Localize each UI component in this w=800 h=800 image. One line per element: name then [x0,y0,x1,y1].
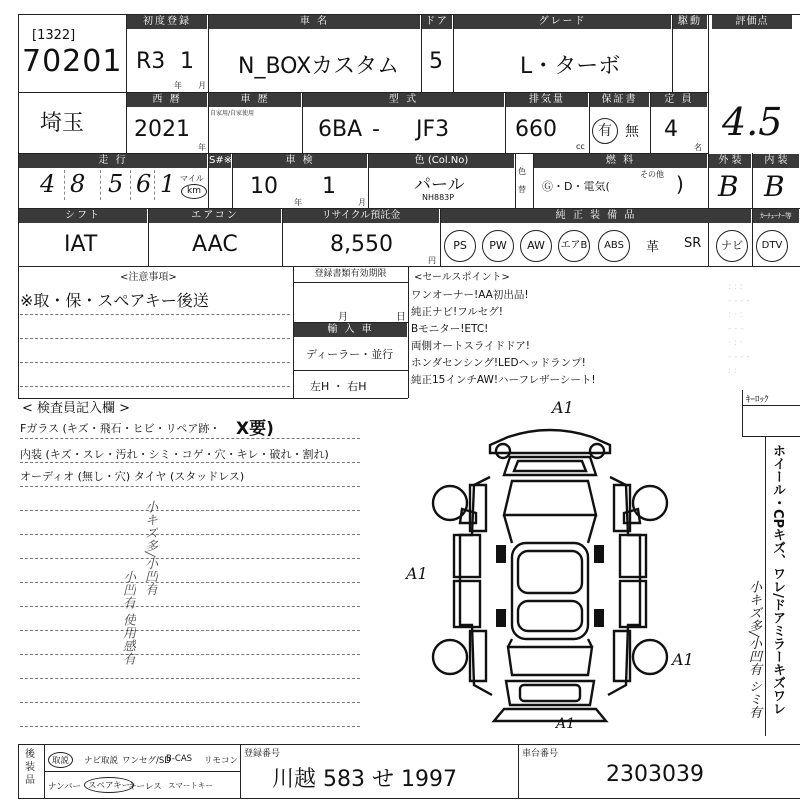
header-notes: <注意事項> [120,272,177,283]
sales-point-line: 純正15インチAW!ハーフレザーシート! [411,374,596,386]
after-equipment-navi-manual: ナビ取説 [84,756,119,766]
grid-line [742,436,800,437]
mileage-digit: 6 [136,170,152,198]
inspector-fglass-replace: X要) [236,419,274,439]
inspection-year-unit: 年 [294,198,302,207]
header-grade: グレード [454,15,671,29]
reg-number-label: 登録番号 [244,749,281,759]
equipment-navi: ナビ [716,230,748,262]
after-equipment-spare-key-circled: スペアキー [84,777,134,793]
inspector-line [20,558,360,559]
exterior-grade: B [718,170,739,203]
damage-mark-rear: A1 [556,716,576,732]
damage-mark-left: A1 [406,564,428,583]
keylock-label: ｷｰﾛｯｸ [746,395,769,405]
fuel-options: Ⓖ・D・電気( [542,180,610,193]
inspector-line [20,534,360,535]
damage-mark-front: A1 [552,398,574,417]
interior-grade: B [764,170,785,203]
inspector-interior: 内装 (キズ・スレ・汚れ・シミ・コゲ・穴・キレ・破れ・割れ) [20,448,329,461]
inspector-line [20,606,360,607]
header-recycle: リサイクル預託金 [283,209,439,223]
vehicle-damage-diagram [400,405,700,745]
header-aircon: エアコン [149,209,281,223]
damage-mark-right: A1 [672,650,694,669]
equipment-airbag: エアB [558,230,590,262]
score-handwritten: 4.5 [722,100,783,144]
steering-side: 左H ・ 右H [310,380,367,393]
aircon-value: AAC [192,232,238,257]
grid-line [18,798,800,799]
notes-line [20,338,290,339]
after-equipment-plate: ナンバー [48,782,81,792]
first-reg-era: R3 [136,49,166,74]
mileage-digit: 8 [70,170,86,198]
after-equipment-label: 後 装 品 [25,749,35,786]
inspector-line [20,654,360,655]
header-mileage: 走 行 [19,154,207,168]
first-reg-year-unit: 年 [174,81,182,90]
header-interior: 内 装 [753,154,799,168]
inspector-audio-tire: オーディオ (無し・穴) タイヤ (スタッドレス) [20,470,245,483]
header-model: 型 式 [303,93,504,107]
bleed-through-text: : : : - - - - : · : - - - · : · - - - - : : [728,282,750,376]
grid-line [18,266,800,267]
header-inspection: 車 検 [233,154,367,168]
equipment-leather: 革 [646,240,660,255]
inspection-month-unit: 月 [358,198,366,207]
mileage-separator [64,170,65,200]
chassis-number-value: 2303039 [606,762,704,787]
inspector-fglass: Fガラス (キズ・飛石・ヒビ・リペア跡・ [20,422,221,435]
grid-line [742,390,743,436]
grid-line [18,14,19,398]
equipment-abs: ABS [598,230,630,262]
inspection-year: 10 [250,174,278,199]
mileage-digit: 5 [108,170,124,198]
header-tuner: ｶｰﾁｭｰﾅｰ等 [753,209,799,223]
displacement-value: 660 [515,117,557,142]
inspector-title: < 検査員記入欄 > [22,401,131,416]
handwritten-note-right: ホイール・CPキズ、ワレ/ドアミラーキズワレ [770,444,785,715]
lot-code: [1322] [32,28,76,43]
grid-line [18,744,800,745]
header-sales-points: <セールスポイント> [414,272,510,283]
reg-day-label: 日 [396,312,406,323]
equipment-aw: AW [520,230,552,262]
header-vehicle-history: 車 歴 [209,93,301,107]
lot-number: 70201 [22,44,123,79]
sales-point-line: 純正ナビ!フルセグ! [411,306,503,318]
inspector-line [20,678,360,679]
model-year: 2021 [134,117,190,142]
recycle-value: 8,550 [330,232,393,257]
header-car-name: 車 名 [209,15,420,29]
sales-point-line: ホンダセンシング!LEDヘッドランプ! [411,357,586,369]
inspector-line [20,462,360,463]
equipment-ps: PS [444,230,476,262]
header-smeter: S#※ [209,155,233,166]
header-exterior: 外 装 [709,154,751,168]
handwritten-note-vertical: 小凹有 使用感有 [120,570,135,666]
color-change-label: 色替 [518,167,526,194]
import-dealer-parallel: ディーラー・並行 [306,348,394,361]
warranty-no: 無 [625,124,639,140]
grid-line [708,14,709,266]
grid-line [293,370,408,371]
after-equipment-keyless: キーレス [128,782,162,792]
displacement-unit: cc [576,142,585,151]
header-shift: シフト [19,209,147,223]
model-year-unit: 年 [198,143,206,152]
after-equipment-bcas: B-CAS [166,754,193,764]
first-reg-month-unit: 月 [198,81,206,90]
car-name: N_BOXカスタム [238,54,400,79]
model-code: JF3 [416,117,450,142]
mileage-unit-km-circled: km [181,184,207,199]
capacity-value: 4 [664,117,678,142]
reg-month-label: 月 [338,312,348,323]
grade-value: L・ターボ [520,54,621,79]
header-color: 色 (Col.No) [369,154,514,168]
model-prefix: 6BA [318,117,363,142]
grid-line [408,266,409,398]
fuel-close-paren: ) [676,172,684,196]
shift-value: IAT [64,232,98,257]
sales-point-line: Bモニター!ETC! [411,323,489,335]
mileage-digit: 1 [160,170,176,198]
header-equipment: 純 正 装 備 品 [441,209,751,223]
notes-text: ※取・保・スペアキー後送 [20,291,209,310]
prefecture: 埼玉 [40,111,85,136]
inspector-line [20,702,360,703]
after-equipment-remote: リモコン [204,756,239,766]
color-code: NH883P [422,193,455,202]
grid-line [515,153,516,208]
inspector-line [20,630,360,631]
chassis-number-label: 車台番号 [522,749,559,759]
notes-line [20,386,290,387]
notes-line [20,362,290,363]
inspector-line [20,486,360,487]
header-displacement: 排気量 [506,93,588,107]
mileage-separator [130,170,131,200]
equipment-pw: PW [482,230,514,262]
grid-line [765,436,766,736]
first-reg-month: 1 [180,49,194,74]
sales-point-line: ワンオーナー!AA初出品! [411,289,529,301]
handwritten-note-vertical: 小キズ多/小凹有 [142,500,157,596]
mileage-digit: 4 [40,170,56,198]
door-count: 5 [429,49,443,74]
header-score: 評価点 [712,15,792,29]
header-model-year: 西 暦 [127,93,207,107]
inspector-line [20,726,360,727]
model-dash: - [372,117,380,142]
inspector-line [20,438,360,439]
mileage-separator [100,170,101,200]
header-reg-expiry: 登録書類有効期限 [294,267,407,281]
grid-line [18,744,19,798]
header-warranty: 保証書 [590,93,649,107]
after-equipment-oneseg-sd: ワンセグ/SD [122,756,171,766]
fuel-other-label: その他 [640,170,664,179]
capacity-unit: 名 [694,143,702,152]
after-equipment-manual-circled: 取説 [48,752,73,768]
header-first-reg: 初度登録 [127,15,207,29]
warranty-yes-circled: 有 [592,118,618,144]
grid-line [126,14,127,154]
inspector-line [20,510,360,511]
grid-line [208,14,209,154]
equipment-sunroof: SR [684,236,702,251]
grid-line [742,405,800,406]
header-capacity: 定 員 [651,93,707,107]
handwritten-note-right-2: 小キズ多/小凹有 シミ有 [746,580,761,719]
reg-number-value: 川越 583 せ 1997 [272,767,457,792]
inspector-line [20,582,360,583]
grid-line [44,771,240,772]
vehicle-history-note: 自家用/自家使用 [210,110,255,117]
header-import-car: 輸 入 車 [294,323,407,337]
mileage-separator [154,170,155,200]
header-drive: 駆動 [673,15,707,29]
sales-point-line: 両側オートスライドドア! [411,340,530,352]
after-equipment-smart-key: スマートキー [168,781,213,790]
inspection-month: 1 [322,174,336,199]
recycle-yen-unit: 円 [428,256,436,265]
grid-line [293,282,408,283]
equipment-dtv: DTV [756,230,788,262]
header-fuel: 燃 料 [534,154,707,168]
header-door: ドア [422,15,452,29]
mileage-unit-mile: マイル [180,174,204,183]
color-name: パール [414,175,465,195]
grid-line [518,744,519,798]
notes-line [20,314,290,315]
grid-line [240,744,241,798]
